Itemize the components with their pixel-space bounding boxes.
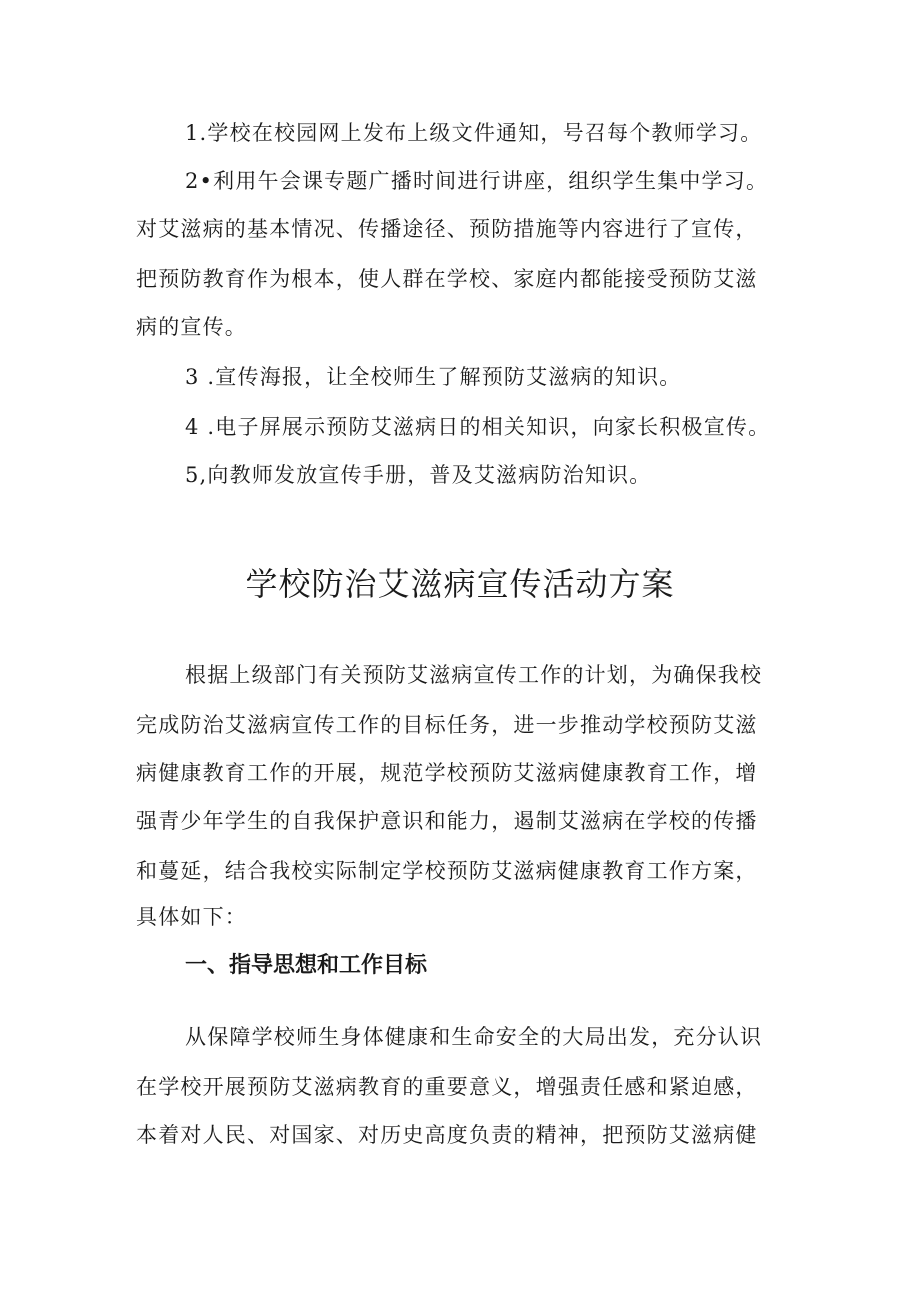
intro-paragraph-line: 病健康教育工作的开展，规范学校预防艾滋病健康教育工作，增 bbox=[136, 761, 758, 785]
intro-paragraph-line: 完成防治艾滋病宣传工作的目标任务，进一步推动学校预防艾滋 bbox=[136, 713, 758, 737]
list-item-2-continuation: 病的宣传。 bbox=[136, 315, 247, 339]
section-body-line: 在学校开展预防艾滋病教育的重要意义，增强责任感和紧迫感， bbox=[136, 1075, 758, 1099]
list-item-2-continuation: 把预防教育作为根本，使人群在学校、家庭内都能接受预防艾滋 bbox=[136, 267, 758, 291]
list-item-3: 3 .宣传海报，让全校师生了解预防艾滋病的知识。 bbox=[185, 365, 682, 389]
intro-paragraph-line: 和蔓延，结合我校实际制定学校预防艾滋病健康教育工作方案， bbox=[136, 859, 758, 883]
list-item-1: 1.学校在校园网上发布上级文件通知，号召每个教师学习。 bbox=[185, 121, 763, 145]
section-body-line: 本着对人民、对国家、对历史高度负责的精神，把预防艾滋病健 bbox=[136, 1123, 758, 1147]
section-heading: 一、指导思想和工作目标 bbox=[185, 953, 428, 978]
list-item-4: 4 .电子屏展示预防艾滋病日的相关知识，向家长积极宣传。 bbox=[185, 415, 771, 439]
list-item-2: 2•利用午会课专题广播时间进行讲座，组织学生集中学习。 bbox=[185, 169, 769, 193]
list-item-5: 5,向教师发放宣传手册，普及艾滋病防治知识。 bbox=[185, 463, 652, 487]
intro-paragraph-line: 根据上级部门有关预防艾滋病宣传工作的计划，为确保我校 bbox=[185, 663, 763, 687]
intro-paragraph-line: 具体如下： bbox=[136, 905, 247, 929]
list-item-2-continuation: 对艾滋病的基本情况、传播途径、预防措施等内容进行了宣传， bbox=[136, 217, 758, 241]
document-title: 学校防治艾滋病宣传活动方案 bbox=[245, 565, 675, 603]
intro-paragraph-line: 强青少年学生的自我保护意识和能力，遏制艾滋病在学校的传播 bbox=[136, 809, 758, 833]
section-body-line: 从保障学校师生身体健康和生命安全的大局出发，充分认识 bbox=[185, 1025, 763, 1049]
